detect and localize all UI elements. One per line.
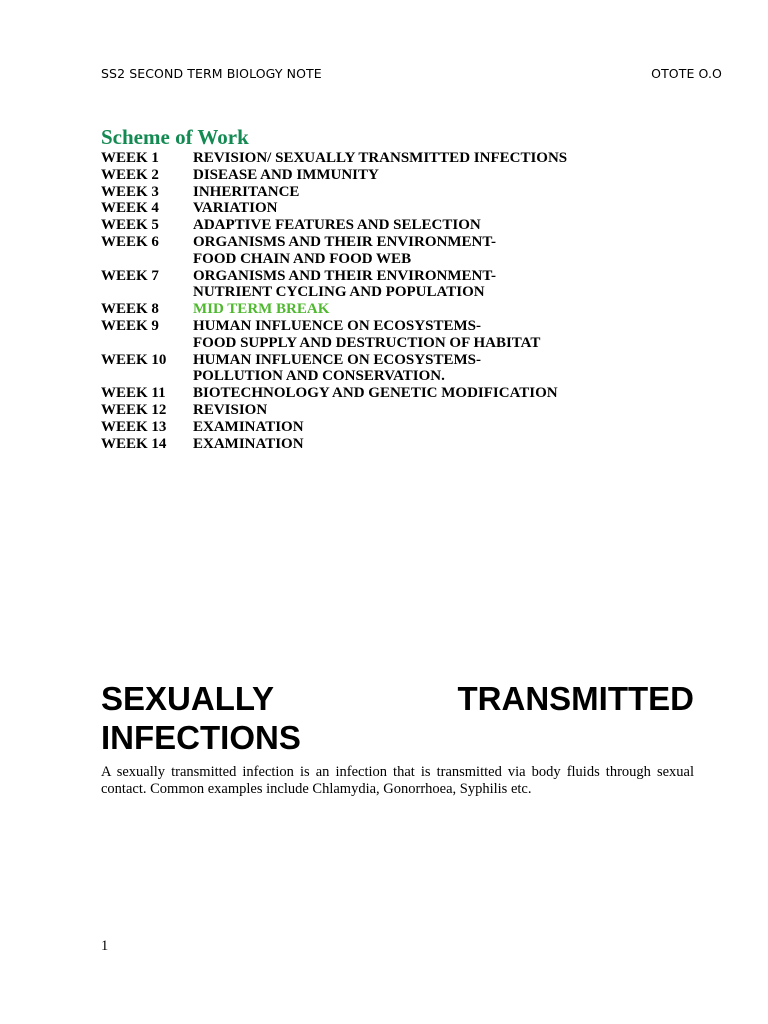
week-row-mid-term-break — [101, 301, 701, 318]
week-topic: VARIATION — [193, 200, 278, 217]
week-label: WEEK 6 — [101, 233, 159, 250]
scheme-title: Scheme of Work — [101, 125, 249, 149]
week-row — [101, 318, 701, 352]
week-label: WEEK 11 — [101, 385, 166, 402]
week-label: WEEK 1 — [101, 150, 159, 166]
week-topic: ADAPTIVE FEATURES AND SELECTION — [193, 217, 481, 234]
week-row — [101, 419, 701, 436]
week-row — [101, 352, 701, 386]
section-heading-line-2: INFECTIONS — [101, 719, 301, 756]
week-label: WEEK 10 — [101, 351, 167, 368]
week-topic: ORGANISMS AND THEIR ENVIRONMENT- NUTRIENT CYCLING AND POPULATION — [193, 267, 496, 301]
week-label: WEEK 4 — [101, 200, 159, 217]
week-topic: EXAMINATION — [193, 435, 304, 452]
week-topic: INHERITANCE — [193, 183, 300, 200]
week-topic: REVISION — [193, 401, 268, 418]
week-label: WEEK 14 — [101, 435, 167, 452]
week-row — [101, 200, 701, 217]
week-label: WEEK 13 — [101, 418, 167, 435]
scheme-of-work-list — [101, 150, 701, 452]
week-topic: HUMAN INFLUENCE ON ECOSYSTEMS- POLLUTION AND CONSERVATION. — [193, 351, 481, 385]
week-row — [101, 402, 701, 419]
week-label: WEEK 2 — [101, 166, 159, 183]
week-label: WEEK 5 — [101, 217, 159, 234]
page-header — [101, 66, 722, 81]
week-topic: BIOTECHNOLOGY AND GENETIC MODIFICATION — [193, 385, 558, 402]
week-topic: REVISION/ SEXUALLY TRANSMITTED INFECTIONS — [193, 150, 568, 166]
page-number: 1 — [101, 938, 109, 954]
week-row — [101, 184, 701, 201]
week-label: WEEK 8 — [101, 301, 159, 318]
week-label: WEEK 9 — [101, 317, 159, 334]
week-topic: DISEASE AND IMMUNITY — [193, 166, 379, 183]
week-topic: HUMAN INFLUENCE ON ECOSYSTEMS- FOOD SUPPLY AND DESTRUCTION OF HABITAT — [193, 317, 541, 351]
week-topic: EXAMINATION — [193, 418, 304, 435]
header-author: OTOTE O.O — [651, 66, 722, 81]
week-row — [101, 385, 701, 402]
week-label: WEEK 7 — [101, 267, 159, 284]
header-title: SS2 SECOND TERM BIOLOGY NOTE — [101, 66, 322, 81]
week-row — [101, 217, 701, 234]
section-paragraph: A sexually transmitted infection is an infection that is transmitted via body fluids through sexual contact. Common examples include Chlamydia, Gonorrhoea, Syphilis etc. — [101, 764, 694, 797]
week-label: WEEK 3 — [101, 183, 159, 200]
week-row — [101, 167, 701, 184]
section-heading-line-1: SEXUALLY TRANSMITTED — [101, 680, 694, 717]
week-row — [101, 234, 701, 268]
week-topic: ORGANISMS AND THEIR ENVIRONMENT- FOOD CHAIN AND FOOD WEB — [193, 233, 496, 267]
section-heading — [101, 679, 694, 757]
week-label: WEEK 12 — [101, 401, 167, 418]
week-topic-highlight: MID TERM BREAK — [193, 301, 330, 318]
week-row — [101, 150, 701, 167]
week-row — [101, 436, 701, 453]
week-row — [101, 268, 701, 302]
